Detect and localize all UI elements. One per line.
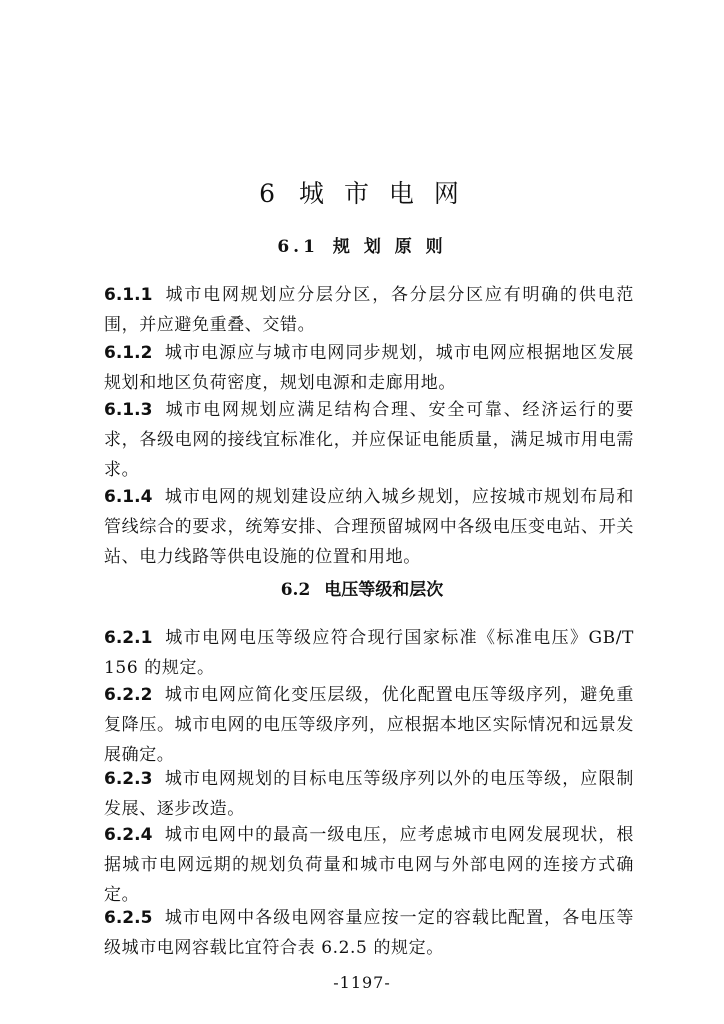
clause-6-2-4 [104, 820, 634, 910]
chapter-number: 6 [259, 179, 282, 208]
clause-text: 城市电网的规划建设应纳入城乡规划，应按城市规划布局和管线综合的要求，统筹安排、合理预留城网中各级电压变电站、开关站、电力线路等供电设施的位置和用地。 [104, 487, 634, 567]
clause-6-1-1 [104, 280, 634, 340]
clause-number: 6.2.4 [104, 825, 153, 845]
clause-6-2-3 [104, 764, 634, 824]
clause-number: 6.2.1 [104, 628, 153, 648]
clause-number: 6.1.3 [104, 400, 153, 420]
clause-text: 城市电网规划的目标电压等级序列以外的电压等级，应限制发展、逐步改造。 [104, 769, 634, 819]
section-number: 6.2 [280, 580, 311, 600]
section-number: 6.1 [277, 237, 319, 257]
clause-6-2-5 [104, 903, 634, 963]
clause-6-1-2 [104, 338, 634, 398]
page-number: -1197- [333, 973, 391, 992]
clause-number: 6.1.4 [104, 487, 153, 507]
clause-number: 6.1.1 [104, 285, 153, 305]
clause-number: 6.1.2 [104, 343, 153, 363]
section-heading-6-2 [0, 577, 724, 603]
section-heading-6-1 [0, 234, 724, 260]
chapter-title-text: 城 市 电 网 [299, 179, 465, 208]
clause-number: 6.2.5 [104, 908, 153, 928]
clause-6-1-4 [104, 482, 634, 572]
clause-text: 城市电网规划应满足结构合理、安全可靠、经济运行的要求，各级电网的接线宜标准化，并应保证电能质量，满足城市用电需求。 [104, 400, 634, 480]
clause-number: 6.2.3 [104, 769, 153, 789]
clause-6-2-2 [104, 680, 634, 770]
clause-text: 城市电网中的最高一级电压，应考虑城市电网发展现状，根据城市电网远期的规划负荷量和城市电网与外部电网的连接方式确定。 [104, 825, 634, 905]
clause-6-2-1 [104, 623, 634, 683]
clause-text: 城市电网规划应分层分区，各分层分区应有明确的供电范围，并应避免重叠、交错。 [104, 285, 634, 335]
section-title-text: 电压等级和层次 [324, 580, 444, 600]
clause-number: 6.2.2 [104, 685, 153, 705]
clause-text: 城市电网电压等级应符合现行国家标准《标准电压》GB/T 156 的规定。 [104, 628, 634, 678]
section-title-text: 规 划 原 则 [332, 237, 447, 257]
clause-text: 城市电源应与城市电网同步规划，城市电网应根据地区发展规划和地区负荷密度，规划电源和走廊用地。 [104, 343, 634, 393]
chapter-title [0, 176, 724, 212]
clause-6-1-3 [104, 395, 634, 485]
clause-text: 城市电网应简化变压层级，优化配置电压等级序列，避免重复降压。城市电网的电压等级序列，应根据本地区实际情况和远景发展确定。 [104, 685, 634, 765]
clause-text: 城市电网中各级电网容量应按一定的容载比配置，各电压等级城市电网容载比宜符合表 6.2.5 的规定。 [104, 908, 634, 958]
